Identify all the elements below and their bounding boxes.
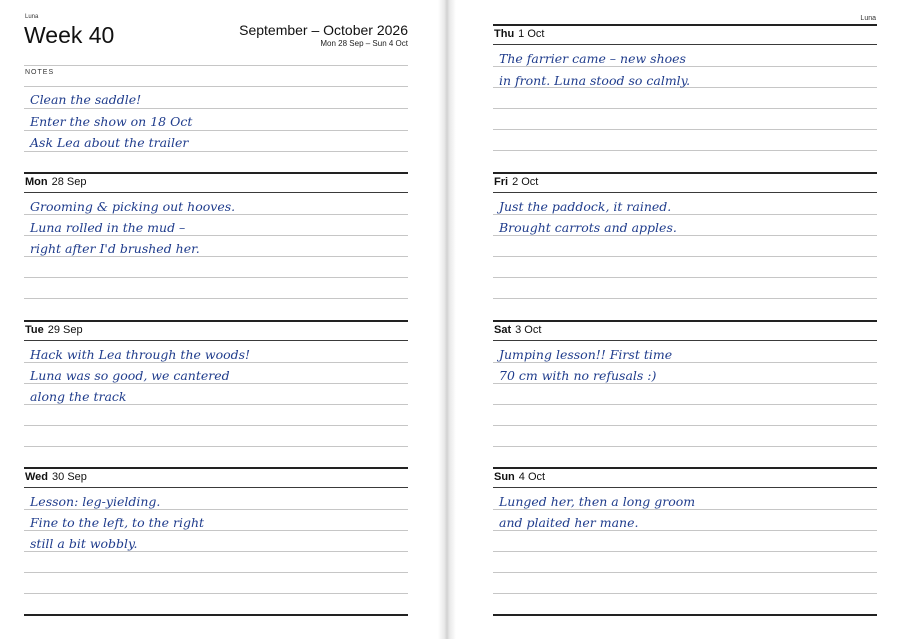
rule-line bbox=[493, 404, 877, 405]
entry-line: Luna rolled in the mud – bbox=[30, 220, 186, 235]
day-date: 30 Sep bbox=[52, 471, 87, 483]
rule-line bbox=[24, 425, 408, 426]
day-name: Fri bbox=[494, 176, 509, 188]
notes-line: Ask Lea about the trailer bbox=[30, 135, 189, 150]
rule-line bbox=[493, 108, 877, 109]
entry-line: still a bit wobbly. bbox=[30, 536, 138, 551]
day-top-rule bbox=[24, 320, 408, 322]
week-title: Week 40 bbox=[24, 22, 115, 48]
day-top-rule bbox=[493, 172, 877, 174]
rule-line bbox=[493, 425, 877, 426]
rule-line bbox=[493, 256, 877, 257]
day-section-thu bbox=[493, 24, 877, 173]
owner-label-right: Luna bbox=[860, 15, 876, 22]
entry-line: Grooming & picking out hooves. bbox=[30, 199, 236, 214]
day-header-rule bbox=[493, 487, 877, 488]
rule-line bbox=[24, 593, 408, 594]
rule-line bbox=[24, 65, 408, 66]
day-label bbox=[25, 471, 87, 484]
day-header-rule bbox=[24, 192, 408, 193]
day-label bbox=[494, 471, 545, 484]
day-name: Sat bbox=[494, 324, 512, 336]
entry-line: Luna was so good, we cantered bbox=[30, 368, 230, 383]
day-top-rule bbox=[493, 320, 877, 322]
day-label bbox=[494, 324, 541, 337]
owner-label-left: Luna bbox=[25, 14, 39, 20]
day-name: Wed bbox=[25, 471, 49, 483]
rule-line bbox=[493, 129, 877, 130]
day-date: 1 Oct bbox=[518, 28, 545, 40]
day-date: 29 Sep bbox=[47, 324, 83, 336]
notes-line: Enter the show on 18 Oct bbox=[30, 114, 193, 129]
entry-line: Fine to the left, to the right bbox=[30, 515, 205, 530]
day-header-rule bbox=[24, 340, 408, 341]
day-header-rule bbox=[493, 192, 877, 193]
rule-line bbox=[493, 298, 877, 299]
day-label bbox=[494, 28, 544, 41]
day-label bbox=[25, 176, 86, 189]
month-range: September – October 2026 bbox=[239, 22, 408, 38]
date-range: Mon 28 Sep – Sun 4 Oct bbox=[320, 39, 408, 48]
rule-line bbox=[493, 277, 877, 278]
left-page bbox=[0, 0, 441, 639]
day-section-tue bbox=[24, 320, 408, 468]
day-top-rule bbox=[24, 172, 408, 174]
day-section-mon bbox=[24, 172, 408, 320]
entry-line: Jumping lesson!! First time bbox=[499, 347, 673, 362]
notes-section bbox=[24, 0, 408, 173]
entry-line: along the track bbox=[30, 389, 127, 404]
entry-line: Lunged her, then a long groom bbox=[499, 494, 696, 509]
rule-line bbox=[24, 572, 408, 573]
entry-line: Brought carrots and apples. bbox=[499, 220, 677, 235]
day-name: Tue bbox=[25, 324, 44, 336]
entry-line: and plaited her mane. bbox=[499, 515, 639, 530]
entry-line: Hack with Lea through the woods! bbox=[30, 347, 251, 362]
day-header-rule bbox=[493, 340, 877, 341]
rule-line bbox=[493, 593, 877, 594]
day-header-rule bbox=[24, 487, 408, 488]
right-page bbox=[452, 0, 900, 639]
rule-line bbox=[493, 446, 877, 447]
day-section-fri bbox=[493, 172, 877, 320]
day-label bbox=[494, 176, 538, 189]
entry-line: Lesson: leg-yielding. bbox=[30, 494, 161, 509]
entry-line: right after I'd brushed her. bbox=[30, 241, 200, 256]
rule-line bbox=[24, 86, 408, 87]
entry-line: in front. Luna stood so calmly. bbox=[499, 73, 691, 88]
day-name: Sun bbox=[494, 471, 515, 483]
day-header-rule bbox=[493, 44, 877, 45]
day-name: Thu bbox=[494, 28, 515, 40]
rule-line bbox=[24, 298, 408, 299]
rule-line bbox=[24, 446, 408, 447]
day-date: 3 Oct bbox=[515, 324, 542, 336]
rule-line bbox=[493, 551, 877, 552]
rule-line bbox=[493, 150, 877, 151]
bottom-rule bbox=[493, 614, 877, 616]
entry-line: 70 cm with no refusals :) bbox=[499, 368, 657, 383]
day-top-rule bbox=[24, 467, 408, 469]
bottom-rule bbox=[24, 614, 408, 616]
entry-line: Just the paddock, it rained. bbox=[499, 199, 672, 214]
day-name: Mon bbox=[25, 176, 48, 188]
day-section-sat bbox=[493, 320, 877, 468]
notes-line: Clean the saddle! bbox=[30, 92, 142, 107]
page-gutter bbox=[438, 0, 456, 639]
entry-line: The farrier came – new shoes bbox=[499, 51, 686, 66]
day-section-sun bbox=[493, 467, 877, 617]
day-top-rule bbox=[493, 24, 877, 26]
day-date: 28 Sep bbox=[51, 176, 87, 188]
rule-line bbox=[493, 572, 877, 573]
day-label bbox=[25, 324, 83, 337]
notes-label: NOTES bbox=[25, 69, 55, 76]
rule-line bbox=[24, 277, 408, 278]
day-date: 4 Oct bbox=[518, 471, 546, 483]
day-date: 2 Oct bbox=[512, 176, 539, 188]
day-top-rule bbox=[493, 467, 877, 469]
day-section-wed bbox=[24, 467, 408, 617]
